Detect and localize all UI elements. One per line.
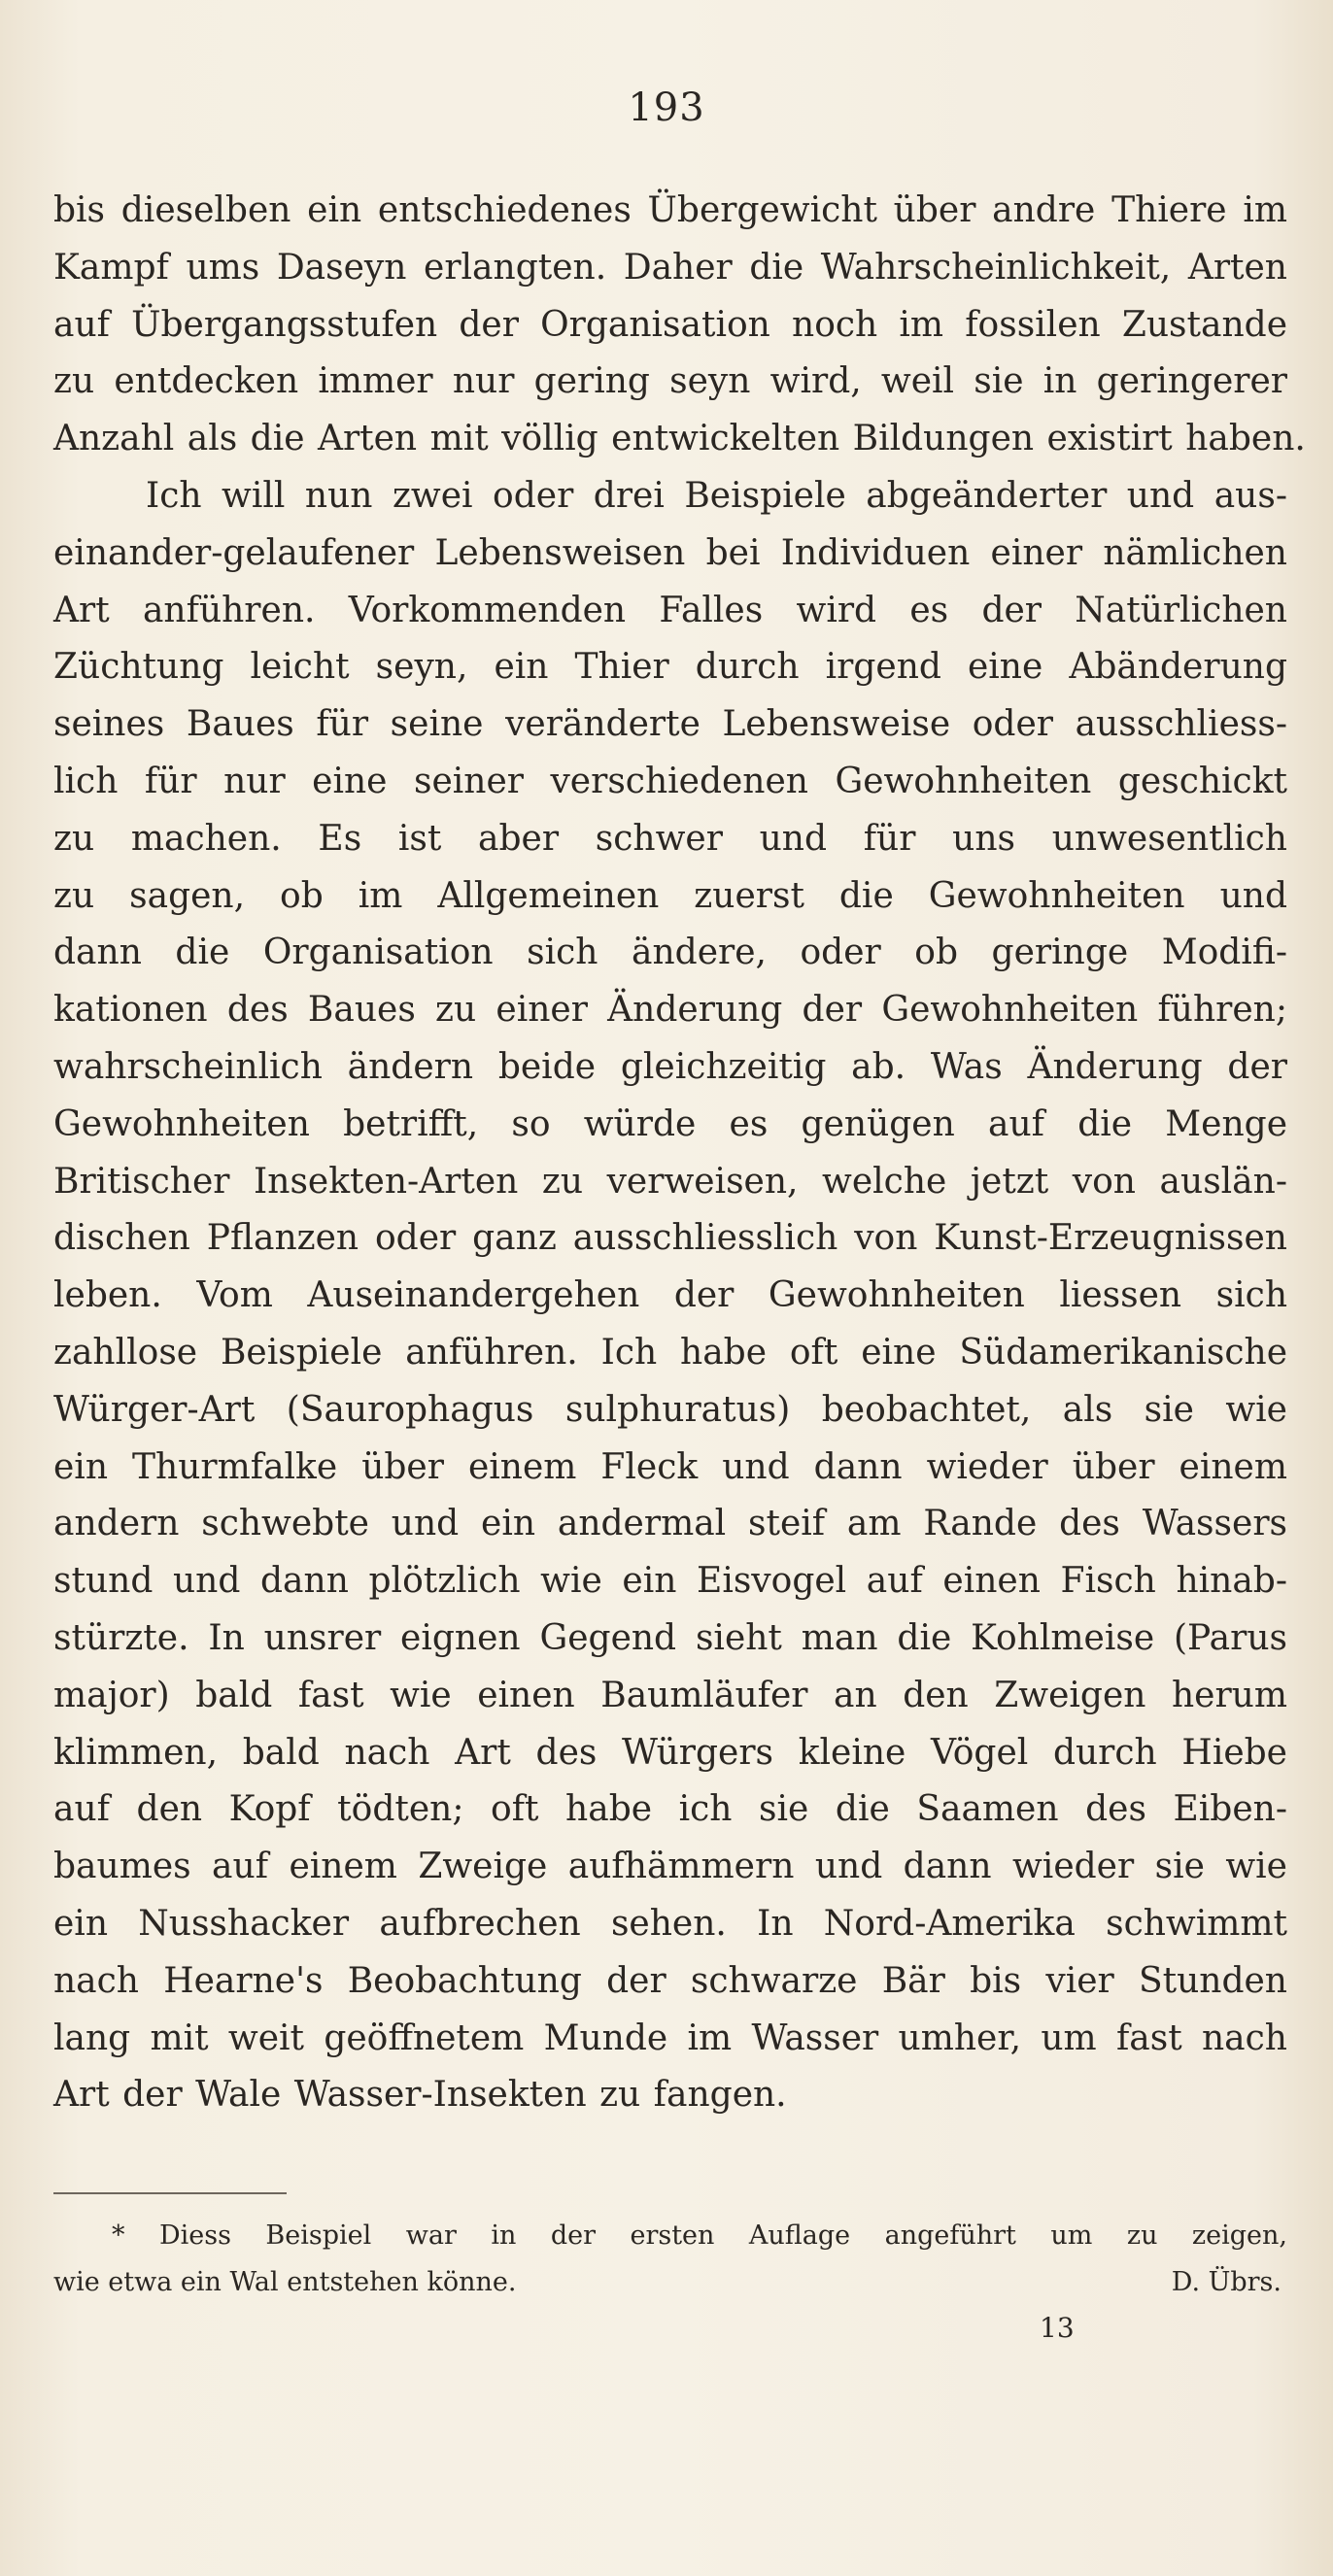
text-line: zu sagen, ob im Allgemeinen zuerst die Gewohnheiten und <box>53 875 1287 916</box>
text-line: zu machen. Es ist aber schwer und für uns unwesentlich <box>53 818 1287 859</box>
text-line: auf Übergangsstufen der Organisation noch im fossilen Zustande <box>53 304 1287 345</box>
text-line: ein Thurmfalke über einem Fleck und dann wieder über einem <box>53 1446 1287 1487</box>
text-line: dischen Pflanzen oder ganz ausschliesslich von Kunst-Erzeugnissen <box>53 1218 1287 1259</box>
text-line: Kampf ums Daseyn erlangten. Daher die Wahrscheinlichkeit, Arten <box>53 247 1287 288</box>
text-line: lang mit weit geöffnetem Munde im Wasser umher, um fast nach <box>53 2017 1287 2058</box>
footnote-line: * Diess Beispiel war in der ersten Auflage angeführt um zu zeigen, <box>112 2220 1287 2251</box>
footnote-line: wie etwa ein Wal entstehen könne. <box>53 2267 517 2297</box>
text-line: major) bald fast wie einen Baumläufer an den Zweigen herum <box>53 1675 1287 1715</box>
text-line: stund und dann plötzlich wie ein Eisvogel auf einen Fisch hinab- <box>53 1561 1287 1602</box>
text-line: Würger-Art (Saurophagus sulphuratus) beobachtet, als sie wie <box>53 1389 1287 1430</box>
footnote <box>53 2213 1287 2306</box>
text-line: leben. Vom Auseinandergehen der Gewohnheiten liessen sich <box>53 1275 1287 1316</box>
text-line: klimmen, bald nach Art des Würgers kleine Vögel durch Hiebe <box>53 1732 1287 1773</box>
text-line: Züchtung leicht seyn, ein Thier durch irgend eine Abänderung <box>53 647 1287 688</box>
translator-signature: D. Übrs. <box>1171 2267 1282 2297</box>
text-line: andern schwebte und ein andermal steif am Rande des Wassers <box>53 1504 1287 1544</box>
text-line: bis dieselben ein entschiedenes Übergewicht über andre Thiere im <box>53 190 1287 230</box>
text-line: wahrscheinlich ändern beide gleichzeitig ab. Was Änderung der <box>53 1046 1287 1087</box>
text-line: dann die Organisation sich ändere, oder ob geringe Modifi- <box>53 932 1287 973</box>
body-text <box>53 183 1306 2124</box>
text-line: kationen des Baues zu einer Änderung der Gewohnheiten führen; <box>53 990 1287 1031</box>
text-line: zu entdecken immer nur gering seyn wird, weil sie in geringerer <box>53 361 1287 402</box>
text-line: Britischer Insekten-Arten zu verweisen, welche jetzt von auslän- <box>53 1161 1287 1202</box>
text-line: Ich will nun zwei oder drei Beispiele abgeänderter und aus- <box>146 475 1287 516</box>
footnote-divider <box>53 2192 287 2194</box>
text-line: nach Hearne's Beobachtung der schwarze Bär bis vier Stunden <box>53 1960 1287 2001</box>
footnote-line-with-signature <box>53 2259 1287 2306</box>
text-line: lich für nur eine seiner verschiedenen Gewohnheiten geschickt <box>53 761 1287 801</box>
text-line: seines Baues für seine veränderte Lebensweise oder ausschliess- <box>53 704 1287 745</box>
text-line: Art anführen. Vorkommenden Falles wird es der Natürlichen <box>53 590 1287 630</box>
text-line: ein Nusshacker aufbrechen sehen. In Nord-Amerika schwimmt <box>53 1903 1287 1944</box>
text-line: baumes auf einem Zweige aufhämmern und dann wieder sie wie <box>53 1847 1287 1887</box>
text-line: auf den Kopf tödten; oft habe ich sie die Saamen des Eiben- <box>53 1789 1287 1830</box>
text-line: einander-gelaufener Lebensweisen bei Individuen einer nämlichen <box>53 532 1287 573</box>
text-line: Gewohnheiten betrifft, so würde es genügen auf die Menge <box>53 1103 1287 1144</box>
text-line: zahllose Beispiele anführen. Ich habe oft eine Südamerikanische <box>53 1332 1287 1373</box>
text-line: Art der Wale Wasser-Insekten zu fangen. <box>53 2075 787 2116</box>
text-line: Anzahl als die Arten mit völlig entwickelten Bildungen existirt haben. <box>53 419 1306 459</box>
page-number: 193 <box>628 85 705 130</box>
sheet-signature: 13 <box>1040 2312 1075 2344</box>
text-line: stürzte. In unsrer eignen Gegend sieht man die Kohlmeise (Parus <box>53 1617 1287 1658</box>
